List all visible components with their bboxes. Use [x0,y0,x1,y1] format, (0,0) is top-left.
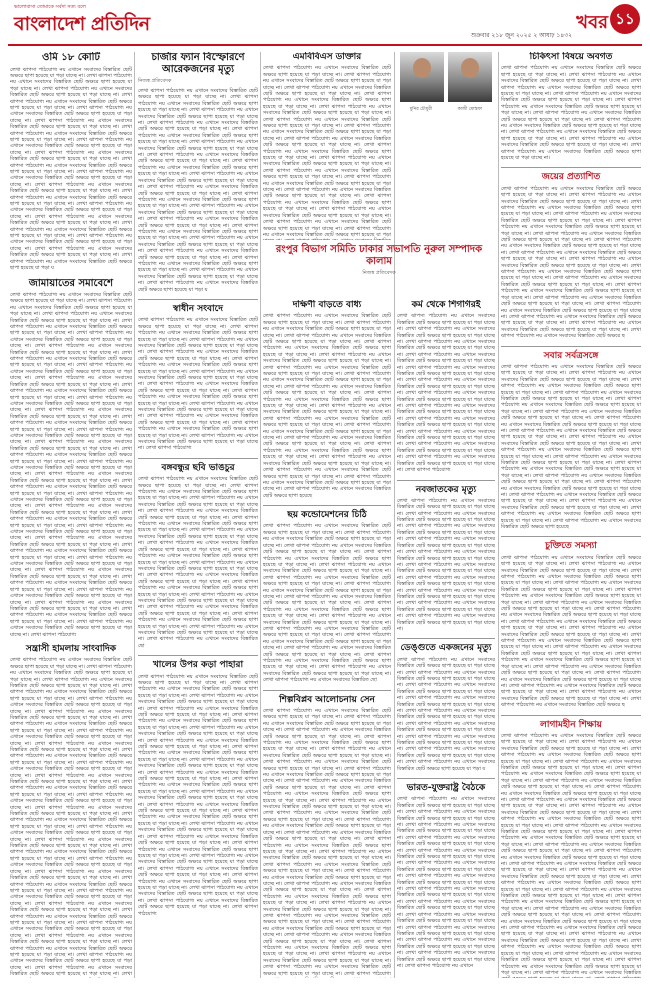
logo-text: বাংলাদেশ প্রতিদিন [14,13,150,35]
news-story[interactable] [263,510,391,684]
story-body: লেখা ঝাপসা পাঠযোগ্য নয় এখানে সংবাদের বিস্তারিত ছোট অক্ষরে ছাপা হয়েছে যা পড়া যাচ্ছে না। লেখা ঝাপসা পাঠযোগ্য নয় এখানে সংবাদের বিস্তারিত ছোট অক্ষরে ছাপা হয়েছে যা পড়া যাচ্ছে না। লেখা ঝাপসা পাঠযোগ্য নয় এখানে সংবাদের বিস্তারিত ছোট অক্ষরে ছাপা হয়েছে যা পড়া যাচ্ছে না। লেখা ঝাপসা পাঠযোগ্য নয় এখানে সংবাদের বিস্তারিত ছোট অক্ষরে ছাপা হয়েছে যা পড়া যাচ্ছে না। লেখা ঝাপসা পাঠযোগ্য নয় এখানে সংবাদের বিস্তারিত ছোট অক্ষরে ছাপা হয়েছে যা পড়া যাচ্ছে না। লেখা ঝাপসা পাঠযোগ্য নয় এখানে সংবাদের বিস্তারিত ছোট অক্ষরে ছাপা হয়েছে যা পড়া যাচ্ছে না। লেখা ঝাপসা পাঠযোগ্য নয় এখানে সংবাদের বিস্তারিত ছোট অক্ষরে ছাপা হয়েছে যা পড়া যাচ্ছে না। লেখা ঝাপসা পাঠযোগ্য নয় এখানে সংবাদের বিস্তারিত ছোট অক্ষরে ছাপা হয়েছে যা পড়া যাচ্ছে না। লেখা ঝাপসা পাঠযোগ্য নয় এখানে সংবাদের বিস্তারিত ছোট অক্ষরে ছাপা হয়েছে যা পড়া যাচ্ছে না। লেখা ঝাপসা পাঠযোগ্য নয় এখানে সংবাদের বিস্তারিত ছোট অক্ষরে ছাপা হয়েছে যা পড়া যাচ্ছে না। লেখা ঝাপসা পাঠযোগ্য নয় এখানে সংবাদের বিস্তারিত ছোট অক্ষরে ছাপা হয়েছে যা পড়া যাচ্ছে না। লেখা ঝাপসা পাঠযোগ্য নয় এখানে সংবাদের বিস্তারিত ছোট অক্ষরে ছাপা হয়েছে যা পড়া যাচ্ছে না। লেখা ঝাপসা পাঠযোগ্য নয় এখানে সংবাদের বিস্তারিত ছোট অক্ষরে ছাপা হয়েছে যা পড়া যাচ্ছে না। লেখা ঝাপসা পাঠযোগ্য নয় এখানে সংবাদের বিস্তারিত ছোট অক্ষরে ছাপা হয়েছে যা পড়া যাচ্ছে না। লেখা ঝাপসা পাঠযোগ্য নয় এখানে সংবাদের বিস্তারিত ছোট অক্ষরে ছাপা হয়েছে যা পড়া যাচ্ছে না। লেখা ঝাপসা পাঠযোগ্য নয় এখানে সংবাদের বিস্তারিত ছো [263,523,391,684]
story-headline[interactable]: খালের উপর কড়া পাহারা [152,660,244,671]
story-headline[interactable]: চিকিৎসা বিষয়ে অবগত [529,52,613,62]
story-headline[interactable]: সবার সর্বত্রসঙ্গে [543,350,599,361]
story-body: লেখা ঝাপসা পাঠযোগ্য নয় এখানে সংবাদের বিস্তারিত ছোট অক্ষরে ছাপা হয়েছে যা পড়া যাচ্ছে না। লেখা ঝাপসা পাঠযোগ্য নয় এখানে সংবাদের বিস্তারিত ছোট অক্ষরে ছাপা হয়েছে যা পড়া যাচ্ছে না। লেখা ঝাপসা পাঠযোগ্য নয় এখানে সংবাদের বিস্তারিত ছোট অক্ষরে ছাপা হয়েছে যা পড়া যাচ্ছে না। লেখা ঝাপসা পাঠযোগ্য নয় এখানে সংবাদের বিস্তারিত ছোট অক্ষরে ছাপা হয়েছে যা পড়া যাচ্ছে না। লেখা ঝাপসা পাঠযোগ্য নয় এখানে সংবাদের বিস্তারিত ছোট অক্ষরে ছাপা হয়েছে যা পড়া যাচ্ছে না। লেখা ঝাপসা পাঠযোগ্য নয় এখানে সংবাদের বিস্তারিত ছোট অক্ষরে ছাপা হয়েছে যা পড়া যাচ্ছে না। লেখা ঝাপসা পাঠযোগ্য নয় এখানে সংবাদের বিস্তারিত ছোট অক্ষরে ছাপা হয়েছে যা পড়া যাচ্ছে না। লেখা ঝাপসা পাঠযোগ্য নয় এখানে সংবাদের বিস্তারিত ছোট অক্ষরে ছাপা হয়েছে যা পড়া যাচ্ছে না। লেখা ঝাপসা পাঠযোগ্য নয় এখানে সংবাদের বিস্তারিত ছোট অক্ষরে ছাপা হয়েছে যা পড়া যাচ্ছে না। লেখা ঝাপসা পাঠযোগ্য নয় এখানে সংবাদের বিস্তারিত ছোট অক্ষরে ছাপা হয়েছে যা পড়া যাচ্ছে না। লেখা ঝাপসা পাঠযোগ্য নয় এখানে সংবাদের বিস্তারিত ছোট অক্ষরে ছাপা হয়েছে যা পড়া যাচ্ছে না। লেখা ঝাপসা পাঠযোগ্য নয় এখানে সংবাদের বিস্তারিত ছোট অক্ষরে ছাপা হয়েছে যা পড়া যাচ্ছে না। লেখা ঝাপসা পাঠযোগ্য নয় এখানে সংবাদের বিস্তারিত ছোট অক্ষরে ছাপা হয়েছে যা পড়া যাচ্ছে না। লেখা ঝাপসা পাঠযোগ্য নয় এখানে সংবাদের বিস্তারিত ছোট অক্ষরে ছাপা হয়েছে যা পড়া যাচ্ছে না। লেখা ঝাপসা পাঠযোগ্য নয় এখানে সংবাদের বিস্তারিত ছোট অক্ষরে ছাপা হয়েছে যা পড়া যাচ্ছে না। লেখা ঝাপসা পাঠযোগ্য নয় এখানে সংবাদের বিস্তারিত ছোট অক্ষরে ছাপা হয়েছে যা পড়া যাচ্ছে না। লেখা ঝাপসা পাঠযোগ্য নয় এখানে সংবাদের বিস্তারিত ছোট অক্ষরে ছাপা হয়েছে যা পড়া যাচ্ছে না। লেখা ঝাপসা পাঠযোগ্য নয় এখানে সংবাদের বিস্তারিত ছোট অক্ষরে ছাপা হয়েছে যা পড়া যাচ্ছে না। লেখা ঝাপসা পাঠযোগ্য নয় এখানে সংবাদের বিস্তারিত ছোট অক্ষরে ছাপা হয়েছে যা পড়া য [138,88,258,293]
story-body: লেখা ঝাপসা পাঠযোগ্য নয় এখানে সংবাদের বিস্তারিত ছোট অক্ষরে ছাপা হয়েছে যা পড়া যাচ্ছে না। লেখা ঝাপসা পাঠযোগ্য নয় এখানে সংবাদের বিস্তারিত ছোট অক্ষরে ছাপা হয়েছে যা পড়া যাচ্ছে না। লেখা ঝাপসা পাঠযোগ্য নয় এখানে সংবাদের বিস্তারিত ছোট অক্ষরে ছাপা হয়েছে যা পড়া যাচ্ছে না। লেখা ঝাপসা পাঠযোগ্য নয় এখানে সংবাদের বিস্তারিত ছোট অক্ষরে ছাপা হয়েছে যা পড়া যাচ্ছে না। লেখা ঝাপসা পাঠযোগ্য নয় এখানে সংবাদের বিস্তারিত ছোট অক্ষরে ছাপা হয়েছে যা পড়া যাচ্ছে না। লেখা ঝাপসা পাঠযোগ্য নয় এখানে সংবাদের বিস্তারিত ছোট অক্ষরে ছাপা হয়েছে যা পড়া যাচ্ছে না। লেখা ঝাপসা পাঠযোগ্য নয় এখানে সংবাদের বিস্তারিত ছোট অক্ষরে ছাপা হয়েছে যা পড়া যাচ্ছে না। লেখা ঝাপসা পাঠযোগ্য নয় এখানে সংবাদের বিস্তারিত ছোট অক্ষরে ছাপা হয়েছে যা পড়া যাচ্ছে না। লেখা ঝাপসা পাঠযোগ্য নয় এখানে সংবাদের বিস্তারিত ছোট অক্ষরে ছাপা হয়েছে যা পড়া যাচ্ছে না। লেখা ঝাপসা পাঠযোগ্য নয় এখানে সংবাদের বিস্তারিত ছোট অক্ষরে ছাপা হয়েছে যা পড়া যাচ্ছে না। লেখা ঝাপসা পাঠযোগ্য নয় এখানে সংবাদের বিস্তারিত ছোট অক্ষরে ছাপা হয়েছে যা পড়া যাচ্ছে না। লেখা ঝাপসা পাঠযোগ্য নয় এখানে সংবাদের বিস্তারিত ছোট অক্ষরে ছাপা হয়েছে যা পড়া যাচ্ছে না। লেখা ঝাপসা পাঠযোগ্য নয় এখানে সংবাদের বিস্তারিত ছোট অক্ষরে ছাপা হয়েছে যা পড়া যাচ্ছে না। লেখা ঝাপসা পাঠযোগ্য নয় এখানে সংবাদের বিস্তারিত ছোট অক্ষরে ছাপা হয়েছে যা পড়া যাচ্ছে না। লেখা ঝাপসা পাঠযোগ্য নয় এখানে সংবাদের বিস্তারিত ছোট অক্ষরে ছাপা হয়েছে যা পড়া যাচ্ছে না। লেখা ঝাপসা পাঠযোগ্য নয় এখানে সংবাদের বিস্তারিত ছোট অক্ষরে ছাপা হয়েছে যা পড়া যাচ্ছে না। লেখা ঝাপসা পাঠযোগ্য নয় এখানে সংবাদের বিস্তারিত ছোট অক্ষরে ছ [501,185,641,340]
story-divider [138,458,258,459]
story-body: লেখা ঝাপসা পাঠযোগ্য নয় এখানে সংবাদের বিস্তারিত ছোট অক্ষরে ছাপা হয়েছে যা পড়া যাচ্ছে না। লেখা ঝাপসা পাঠযোগ্য নয় এখানে সংবাদের বিস্তারিত ছোট অক্ষরে ছাপা হয়েছে যা পড়া যাচ্ছে না। লেখা ঝাপসা পাঠযোগ্য নয় এখানে সংবাদের বিস্তারিত ছোট অক্ষরে ছাপা হয়েছে যা পড়া যাচ্ছে না। লেখা ঝাপসা পাঠযোগ্য নয় এখানে সংবাদের বিস্তারিত ছোট অক্ষরে ছাপা হয়েছে যা পড়া যাচ্ছে না। লেখা ঝাপসা পাঠযোগ্য নয় এখানে সংবাদের বিস্তারিত ছোট অক্ষরে ছাপা হয়েছে যা পড়া যাচ্ছে না। লেখা ঝাপসা পাঠযোগ্য নয় এখানে সংবাদের বিস্তারিত ছোট অক্ষরে ছাপা হয়েছে যা পড়া যাচ্ছে না। লেখা ঝাপসা পাঠযোগ্য নয় এখানে সংবাদের বিস্তারিত ছোট অক্ষরে ছাপা হয়েছে যা পড়া যাচ্ছে না। লেখা ঝাপসা পাঠযোগ্য নয় এখানে সংবাদের বিস্তারিত ছোট অক্ষরে ছাপা হয়েছে যা পড়া যাচ্ছে না। লেখা ঝাপসা পাঠযোগ্য নয় এখানে সংবাদের বিস্তারিত ছোট অক্ষরে ছাপা হয়েছে যা পড়া যাচ্ছে না। লেখা ঝাপসা পাঠযোগ্য নয় এখানে সংবাদের বিস্তারিত ছোট অক্ষরে ছাপা হয়েছে যা পড়া যাচ্ছে না। লেখা ঝাপসা পাঠযোগ্য নয় এখানে সংবাদের বিস্তারিত ছোট অক্ষরে ছাপা হয়েছে যা পড়া যাচ্ছে না। লেখা ঝাপসা পাঠযোগ্য নয় এখানে সংবাদের বিস্তারিত ছোট অক্ষরে ছাপা হয়েছে যা পড়া যাচ্ছে না। লেখা ঝাপসা পাঠযোগ্য [397,313,495,474]
masthead [8,0,642,46]
logo-tagline: ভালোবাসা তোমাকে সর্বদা সত্য বলে [14,4,86,10]
story-body: লেখা ঝাপসা পাঠযোগ্য নয় এখানে সংবাদের বিস্তারিত ছোট অক্ষরে ছাপা হয়েছে যা পড়া যাচ্ছে না। লেখা ঝাপসা পাঠযোগ্য নয় এখানে সংবাদের বিস্তারিত ছোট অক্ষরে ছাপা হয়েছে যা পড়া যাচ্ছে না। লেখা ঝাপসা পাঠযোগ্য নয় এখানে সংবাদের বিস্তারিত ছোট অক্ষরে ছাপা হয়েছে যা পড়া যাচ্ছে না। লেখা ঝাপসা পাঠযোগ্য নয় এখানে সংবাদের বিস্তারিত ছোট অক্ষরে ছাপা হয়েছে যা পড়া যাচ্ছে না। লেখা ঝাপসা পাঠযোগ্য নয় এখানে সংবাদের বিস্তারিত ছোট অক্ষরে ছাপা হয়েছে যা পড়া যাচ্ছে না। লেখা ঝাপসা পাঠযোগ্য নয় এখানে সংবাদের বিস্তারিত ছোট অক্ষরে ছাপা হয়েছে যা পড়া যাচ্ছে না। লেখা ঝাপসা পাঠযোগ্য নয় এখানে সংবাদের বিস্তারিত ছোট অক্ষরে ছাপা হয়েছে যা পড়া যাচ্ছে না। লেখা ঝাপসা পাঠযোগ্য নয় এখানে সংবাদের বিস্তারিত ছোট অক্ষরে ছাপা হয়েছে যা পড়া যাচ্ছে না। লেখা ঝাপসা পাঠযোগ্য নয় এখানে সংবাদের বিস্তারিত ছোট অক্ষরে ছাপা হয়েছে যা পড়া যাচ্ছে না। লেখা ঝাপসা পাঠযোগ্য নয় এখানে সংবাদের বিস্তারিত ছোট অক্ষরে ছাপা হয়েছে যা পড়া যাচ্ছে না। [501,65,641,162]
news-story[interactable] [138,660,258,917]
page-number-badge: ১১ [610,4,640,34]
story-divider [501,536,641,537]
news-story[interactable] [138,304,258,452]
story-body: লেখা ঝাপসা পাঠযোগ্য নয় এখানে সংবাদের বিস্তারিত ছোট অক্ষরে ছাপা হয়েছে যা পড়া যাচ্ছে না। লেখা ঝাপসা পাঠযোগ্য নয় এখানে সংবাদের বিস্তারিত ছোট অক্ষরে ছাপা হয়েছে যা পড়া যাচ্ছে না। লেখা ঝাপসা পাঠযোগ্য নয় এখানে সংবাদের বিস্তারিত ছোট অক্ষরে ছাপা হয়েছে যা পড়া যাচ্ছে না। লেখা ঝাপসা পাঠযোগ্য নয় এখানে সংবাদের বিস্তারিত ছোট অক্ষরে ছাপা হয়েছে যা পড়া যাচ্ছে না। লেখা ঝাপসা পাঠযোগ্য নয় এখানে সংবাদের বিস্তারিত ছোট অক্ষরে ছাপা হয়েছে যা পড়া যাচ্ছে না। লেখা ঝাপসা পাঠযোগ্য নয় এখানে সংবাদের বিস্তারিত ছোট অক্ষরে ছাপা হয়েছে যা পড়া যাচ্ছে না। লেখা ঝাপসা পাঠযোগ্য নয় এখানে সংবাদের বিস্তারিত ছোট অক্ষরে ছাপা হয়েছে যা পড়া যাচ্ছে না। লেখা ঝাপসা পাঠযোগ্য নয় এখানে সংবাদের বিস্তারিত ছোট অক্ষরে ছাপা হয়েছে যা পড়া যাচ্ছে না। লেখা ঝাপসা পাঠযোগ্য নয় এখানে সংবাদের বিস্তারিত ছোট অক্ষরে ছাপা হয়েছে যা পড়া যাচ্ছে না। লেখা ঝাপসা পাঠযোগ্য নয় এখানে সংবাদের বিস্তারিত ছোট অক্ষরে ছাপা হয়েছে যা পড়া যাচ্ছে না। লেখা ঝাপসা পাঠযোগ্য নয় এখানে সংবাদের বিস্তারিত ছোট অক্ষরে ছাপা হয়েছে যা পড়া যাচ্ছে না। লেখা ঝাপসা পাঠযোগ্য নয় এখানে সংবাদের বিস্তারিত ছোট অক্ষরে ছাপা হয়েছে যা পড়া যাচ্ছে না। লেখা ঝাপসা পাঠযোগ্য নয় এখানে সংবাদের বিস্তারিত ছোট অক্ষরে ছাপা হয়েছে যা পড়া যাচ্ছে না। লেখা ঝাপসা পাঠযোগ্য নয় এখানে সংবাদের বিস্তারিত ছোট অক্ষরে ছাপা হয়েছে যা পড়া যাচ্ছে না। লেখা ঝাপসা পাঠযোগ্য নয় এখানে সংবাদের বিস্তারিত ছোট অক্ষরে ছাপা হয়েছে যা পড়া যাচ্ছে না। লেখা ঝাপসা পাঠযোগ্য নয় এখানে সংবাদের বিস্তারিত ছোট অক্ষরে ছাপা হয়েছে যা পড়া যাচ্ছে না। লেখা ঝাপসা পাঠযোগ্য নয় এখানে সংবাদের বিস্তারিত ছোট অক্ষরে ছাপা হয়েছে যা পড়া যাচ্ছে না। লেখা ঝাপসা পাঠযোগ্য নয় এখানে সংবাদের বিস্তারিত ছোট অক্ষরে ছাপা হয়েছে যা পড়া যাচ্ছে না। লেখা ঝাপসা পাঠযোগ্য নয় এখানে সংবাদের বিস্তারিত ছোট অক্ষরে ছাপা হয়েছে যা পড়া যাচ্ছে না। লেখা ঝাপসা পাঠযোগ্য নয় এখানে সংবাদের বিস্তারিত ছোট অক্ষরে ছাপা হয়েছে যা পড়া যাচ্ছে না। লেখা ঝাপসা পাঠযোগ্য নয় এখানে সংবাদের বিস্তারিত ছোট অক্ষরে ছাপা হয়েছে যা পড়া যাচ্ছে না। লেখা ঝাপসা পাঠযোগ্য নয় এখানে সংবাদের বিস্তারিত ছোট অক্ষরে ছাপা হয়েছে যা পড়া যাচ্ছে না। লেখা ঝাপসা পাঠযোগ্য নয় এখানে সংবাদের বিস্তারিত ছোট অক্ষরে ছাপা হয়েছে যা পড়া যাচ্ছে না। লেখা ঝাপসা পাঠযোগ্য নয় এখানে সংবাদের বিস্তারিত ছোট অক্ষরে ছাপা হয়েছে যা পড়া যাচ্ছে না। লেখা ঝাপসা পাঠযোগ্য নয় এখানে সংবাদের বিস্তারিত ছোট অক্ষরে ছাপা হয়েছে যা পড়া যাচ্ছে না। লেখা ঝাপসা পাঠযোগ্য নয় এখানে সংবাদের বিস্তারিত ছোট অক্ষরে ছাপা হয়েছে যা পড়া যাচ্ছে না। লেখা ঝাপসা পাঠযোগ্য [263,707,391,977]
column-4-top [397,52,495,240]
column-4 [397,300,495,978]
story-divider [138,299,258,300]
story-body: লেখা ঝাপসা পাঠযোগ্য নয় এখানে সংবাদের বিস্তারিত ছোট অক্ষরে ছাপা হয়েছে যা পড়া যাচ্ছে না। লেখা ঝাপসা পাঠযোগ্য নয় এখানে সংবাদের বিস্তারিত ছোট অক্ষরে ছাপা হয়েছে যা পড়া যাচ্ছে না। লেখা ঝাপসা পাঠযোগ্য নয় এখানে সংবাদের বিস্তারিত ছোট অক্ষরে ছাপা হয়েছে যা পড়া যাচ্ছে না। লেখা ঝাপসা পাঠযোগ্য নয় এখানে সংবাদের বিস্তারিত ছোট অক্ষরে ছাপা হয়েছে যা পড়া যাচ্ছে না। লেখা ঝাপসা পাঠযোগ্য নয় এখানে সংবাদের বিস্তারিত ছোট অক্ষরে ছাপা হয়েছে যা পড়া যাচ্ছে না। লেখা ঝাপসা পাঠযোগ্য নয় এখানে সংবাদের বিস্তারিত ছোট অক্ষরে ছাপা হয়েছে যা পড়া যাচ্ছে না। লেখা ঝাপসা পাঠযোগ্য নয় এখানে সংবাদের বিস্তারিত ছোট অক্ষরে ছাপা হয়েছে যা পড়া যাচ্ছে না। লেখা ঝাপসা পাঠযোগ্য নয় এখানে সংবাদের বিস্তারিত ছোট অক্ষরে ছাপা হয়েছে যা পড়া যাচ্ছে না। লেখা ঝাপসা পাঠযোগ্য নয় এখানে সংবাদের বিস্তারিত ছোট অক্ষরে ছাপা হয়েছে যা পড়া যাচ্ছে না। লেখা ঝাপসা পাঠযোগ্য নয় এখানে সংবাদের বিস্তারিত ছোট অক্ষরে ছাপা হয়েছে যা পড়া যাচ্ছে না। লেখা ঝাপসা পাঠযোগ্য নয় এখানে সংবাদের বিস্তারিত ছোট অক্ষরে ছাপা হয়েছে যা পড়া যাচ্ছে না। লেখা ঝাপসা পাঠযোগ্য নয় এখানে সংবাদের বিস্তারিত ছোট অক্ষরে ছাপা হয়েছে যা পড়া যাচ্ছে না। লেখা ঝাপসা পাঠযোগ্য নয় এখানে সংবাদের বিস্তারিত ছোট অক্ষরে ছাপা হয়েছে যা পড়া যাচ্ছে না। লেখা ঝাপসা পাঠযোগ্য নয় এখানে সংবাদের বিস্তারিত ছোট অক্ষরে ছাপা হয়েছে যা পড়া যাচ্ছে না। লেখা ঝাপসা পাঠযোগ্য নয় এখানে সংবাদের বিস্তারিত ছোট অক্ষরে ছাপা হয়েছে যা পড়া যাচ্ছে না। লেখা ঝাপসা পাঠযোগ্য নয় এখানে সংবাদের বিস্তারিত ছোট অক্ষরে ছাপা হয়েছে যা পড়া যাচ্ছে না। লেখা ঝাপসা পাঠযোগ্য নয় এখানে সংবাদের বিস্তারিত ছোট অক্ষরে ছ [501,554,641,709]
news-story[interactable] [501,172,641,339]
column-3-top [263,52,391,240]
person-photo[interactable] [400,52,444,102]
story-body: লেখা ঝাপসা পাঠযোগ্য নয় এখানে সংবাদের বিস্তারিত ছোট অক্ষরে ছাপা হয়েছে যা পড়া যাচ্ছে না। লেখা ঝাপসা পাঠযোগ্য নয় এখানে সংবাদের বিস্তারিত ছোট অক্ষরে ছাপা হয়েছে যা পড়া যাচ্ছে না। লেখা ঝাপসা পাঠযোগ্য নয় এখানে সংবাদের বিস্তারিত ছোট অক্ষরে ছাপা হয়েছে যা পড়া যাচ্ছে না। লেখা ঝাপসা পাঠযোগ্য নয় এখানে সংবাদের বিস্তারিত ছোট অক্ষরে ছাপা হয়েছে যা পড়া যাচ্ছে না। লেখা ঝাপসা পাঠযোগ্য নয় এখানে সংবাদের বিস্তারিত ছোট অক্ষরে ছাপা হয়েছে যা পড়া যাচ্ছে না। লেখা ঝাপসা পাঠযোগ্য নয় এখানে সংবাদের বিস্তারিত ছোট অক্ষরে ছাপা হয়েছে যা পড়া যাচ্ছে না। লেখা ঝাপসা পাঠযোগ্য নয় এখানে সংবাদের বিস্তারিত ছোট অক্ষরে ছাপা হয়েছে যা পড়া যাচ্ছে না। লেখা ঝাপসা পাঠযোগ্য নয় এখানে সংবাদের বিস্তারিত ছোট অক্ষরে ছাপা হয়েছে যা পড়া যাচ্ছে না। লেখা ঝাপসা পাঠযোগ্য নয় এখানে সংবাদের বিস্তারিত ছোট অক্ষরে ছাপা হয়েছে যা পড়া যাচ্ছে না। লেখা ঝাপসা পাঠযোগ্য নয় এখানে সংবাদের বিস্তারিত ছোট অক্ষরে ছাপা হয়েছে যা পড়া যাচ্ছে না। লেখা ঝাপসা পাঠযোগ্য নয় এখানে সংবাদের বিস্তারিত ছোট অক্ষরে ছাপা হয়েছে যা পড়া যাচ্ছে না। লেখা ঝাপসা পাঠযোগ্য নয় এখানে সংবাদের বিস্তারিত ছোট অক্ষরে ছাপা হয়েছে যা পড়া যাচ্ছে না। লেখা ঝাপসা পাঠযোগ্য নয় এখানে সংবাদের বিস্তারিত ছোট অক্ষরে ছাপা হয়েছে যা পড়া যাচ্ছে না। লেখা ঝাপসা পাঠযোগ্য নয় এখানে সংবাদের বিস্তারিত ছোট অক্ষরে ছাপা হয়েছে যা পড়া যাচ্ছে না। লেখা ঝাপসা পাঠযোগ্য নয় এখানে সংবাদের বিস্তারিত ছোট অক্ষরে ছাপা হয়েছে যা পড়া যাচ্ছে না। লেখা ঝাপসা পাঠযোগ্য নয় এখানে সংবাদের বিস্তারিত ছোট অক্ষরে ছাপা হয়েছে যা পড়া যাচ্ছে না। লেখা ঝাপসা পাঠযোগ্য নয় এখানে সংবাদের বিস্তারিত ছোট অক্ষরে ছাপা হয়েছে যা পড়া যাচ্ছে না। লেখা ঝাপসা পাঠযোগ্য নয় এখানে সংবাদের বিস্তারিত ছোট অক্ষরে ছাপা হয়েছে যা পড়া যাচ্ছে না। লেখা ঝাপসা পাঠযোগ্য নয় এখানে সংবাদের বিস্তারিত ছোট অক্ষরে ছাপা হয়েছে যা পড়া যাচ্ছে না। লেখা ঝাপসা পাঠযোগ্য নয় এখানে সংবাদের বিস্তারিত ছোট অক্ষরে ছাপা হয়েছে যা পড়া যাচ্ছে না। লেখা ঝাপসা পাঠযোগ্য নয় এখানে সংবাদের বিস্তারিত ছোট অক্ষরে ছাপা হয়েছে যা পড়া যাচ্ছে না। লেখা ঝাপসা পাঠযোগ্য নয় এখানে সংবাদের বিস্তারিত ছোট অক্ষরে ছাপা হয়েছে যা পড়া যাচ্ছে না। লেখা ঝাপসা পাঠযোগ্য [138,673,258,917]
photo-pair [397,52,495,102]
story-body: লেখা ঝাপসা পাঠযোগ্য নয় এখানে সংবাদের বিস্তারিত ছোট অক্ষরে ছাপা হয়েছে যা পড়া যাচ্ছে না। লেখা ঝাপসা পাঠযোগ্য নয় এখানে সংবাদের বিস্তারিত ছোট অক্ষরে ছাপা হয়েছে যা পড়া যাচ্ছে না। লেখা ঝাপসা পাঠযোগ্য নয় এখানে সংবাদের বিস্তারিত ছোট অক্ষরে ছাপা হয়েছে যা পড়া যাচ্ছে না। লেখা ঝাপসা পাঠযোগ্য নয় এখানে সংবাদের বিস্তারিত ছোট অক্ষরে ছাপা হয়েছে যা পড়া যাচ্ছে না। লেখা ঝাপসা পাঠযোগ্য নয় এখানে সংবাদের বিস্তারিত ছোট অক্ষরে ছাপা হয়েছে যা পড়া যাচ্ছে না। লেখা ঝাপসা পাঠযোগ্য নয় এখানে সংবাদের বিস্তারিত ছোট অক্ষরে ছাপা হয়েছে যা পড়া যাচ্ছে না। লেখা ঝাপসা পাঠযোগ্য নয় এখানে সংবাদের বিস্তারিত ছোট অক্ষরে ছাপা হয়েছে যা পড়া যাচ্ছে না। লেখা ঝাপসা পাঠযোগ্য নয় এখানে সংবাদের বিস্তারিত ছোট অক্ষরে ছাপা হয়েছে যা পড়া যাচ্ছে না। লেখা ঝাপসা পাঠযোগ্য নয় এখানে সংবাদের বিস্তারিত ছোট অক্ষরে ছাপা হয়েছে যা পড়া যাচ্ছে না। লেখা ঝাপসা পাঠযোগ্য নয় এখানে সংবাদের বিস্তারিত ছোট অক্ষরে ছাপা হয়েছে যা পড়া যাচ্ছে না। লেখা ঝাপসা পাঠযোগ্য নয় এখানে সংবাদের বিস্তারিত ছোট অক্ষরে ছাপা হয়েছে যা পড়া যাচ্ছে না। লেখা ঝাপসা পাঠযোগ্য নয় এখানে সংবাদের বিস্তারিত ছোট অক্ষরে ছাপা হয়েছে যা পড়া যাচ্ছে না। লেখা ঝাপসা পাঠযোগ্য নয় এখানে সংবাদের বিস্তারিত ছোট অক্ষরে ছাপা হয়েছে যা পড়া যাচ্ছে না। লেখা ঝাপসা পাঠযোগ্য নয় এখানে সংবাদের বিস্তারিত ছোট অক্ষরে ছাপা হয়েছে যা পড়া যাচ্ছে না। লেখা ঝাপসা পাঠযোগ্য নয় এখানে সংবাদের বিস্তারিত ছোট অক্ষরে ছাপা হয়েছে যা পড়া যাচ্ছে না। লেখা ঝাপসা পাঠযোগ্য নয় এখানে সংবাদের বিস্তারিত ছোট অক্ষরে ছাপা হয়েছে যা পড়া যাচ্ছে না। লেখা ঝাপসা পাঠযোগ্য নয় এখানে সংবাদের বিস্তারিত ছোট অক্ষরে ছাপা হয়েছে যা পড়া [263,65,391,238]
story-headline[interactable]: কর্ম থেকে শিগগিরই [411,300,481,310]
newspaper-logo[interactable] [14,4,184,42]
news-story[interactable] [397,300,495,474]
photo-caption: কাজী মোস্তফা [457,107,483,112]
story-byline: নিজস্ব প্রতিবেদক [362,270,396,276]
story-body: লেখা ঝাপসা পাঠযোগ্য নয় এখানে সংবাদের বিস্তারিত ছোট অক্ষরে ছাপা হয়েছে যা পড়া যাচ্ছে না। লেখা ঝাপসা পাঠযোগ্য নয় এখানে সংবাদের বিস্তারিত ছোট অক্ষরে ছাপা হয়েছে যা পড়া যাচ্ছে না। লেখা ঝাপসা পাঠযোগ্য নয় এখানে সংবাদের বিস্তারিত ছোট অক্ষরে ছাপা হয়েছে যা পড়া যাচ্ছে না। লেখা ঝাপসা পাঠযোগ্য নয় এখানে সংবাদের বিস্তারিত ছোট অক্ষরে ছাপা হয়েছে যা পড়া যাচ্ছে না। লেখা ঝাপসা পাঠযোগ্য নয় এখানে সংবাদের বিস্তারিত ছোট অক্ষরে ছাপা হয়েছে যা পড়া যাচ্ছে না। লেখা ঝাপসা পাঠযোগ্য নয় এখানে সংবাদের বিস্তারিত ছোট অক্ষরে ছাপা হয়েছে যা পড়া যাচ্ছে না। লেখা ঝাপসা পাঠযোগ্য নয় এখানে সংবাদের বিস্তারিত ছোট অক্ষরে ছাপা হয়েছে যা পড়া যাচ্ছে না। লেখা ঝাপসা পাঠযোগ্য নয় এখানে সংবাদের বিস্তারিত ছোট অক্ষরে ছাপা হয়েছে যা পড়া যাচ্ছে না। লেখা ঝাপসা পাঠযোগ্য নয় এখানে সংবাদের বিস্তারিত ছোট অক্ষরে ছাপা হয়েছে যা পড়া যাচ্ছে না। লেখা ঝাপসা পাঠযোগ্য নয় এখানে সংবাদের বিস্তারিত ছোট অক্ষরে ছাপা হয়েছে যা পড়া যাচ্ছে না। লেখা ঝাপসা পাঠযোগ্য নয় এখানে সংবাদের বিস্তারিত ছোট অক্ষরে ছাপা হয়েছে যা পড়া যাচ্ছে না। লেখা ঝাপসা পাঠযোগ্য নয় এখানে সংবাদের বিস্তারিত ছোট অক্ষরে ছাপা হয়েছে যা পড়া যাচ্ছে না। লেখা ঝাপসা পাঠযোগ্য নয় এখানে সংবাদের বিস্তারিত ছোট অক্ষরে ছাপা হয়েছে যা পড়া যাচ্ছে না। লেখা ঝাপসা পাঠযোগ্য নয় এখানে সংবাদের বিস্তারিত ছোট অক্ষরে ছাপা হয়েছে যা পড়া যাচ্ছে না। লেখা ঝাপসা পাঠযোগ্য নয় এখানে সংবাদের বিস্তারিত ছোট অক্ষরে ছাপা হয়েছে যা পড়া যাচ্ছে না। লেখা ঝাপসা পাঠযোগ্য নয় এখানে সংবাদের বিস্তারিত ছো [138,476,258,649]
story-body: লেখা ঝাপসা পাঠযোগ্য নয় এখানে সংবাদের বিস্তারিত ছোট অক্ষরে ছাপা হয়েছে যা পড়া যাচ্ছে না। লেখা ঝাপসা পাঠযোগ্য নয় এখানে সংবাদের বিস্তারিত ছোট অক্ষরে ছাপা হয়েছে যা পড়া যাচ্ছে না। লেখা ঝাপসা পাঠযোগ্য নয় এখানে সংবাদের বিস্তারিত ছোট অক্ষরে ছাপা হয়েছে যা পড়া যাচ্ছে না। লেখা ঝাপসা পাঠযোগ্য নয় এখানে সংবাদের বিস্তারিত ছোট অক্ষরে ছাপা হয়েছে যা পড়া যাচ্ছে না। লেখা ঝাপসা পাঠযোগ্য নয় এখানে সংবাদের বিস্তারিত ছোট অক্ষরে ছাপা হয়েছে যা পড়া যাচ্ছে না। লেখা ঝাপসা পাঠযোগ্য নয় এখানে সংবাদের বিস্তারিত ছোট অক্ষরে ছাপা হয়েছে যা পড়া যাচ্ছে না। লেখা ঝাপসা পাঠযোগ্য নয় এখানে সংবাদের বিস্তারিত ছোট অক্ষরে ছাপা হয়েছে যা পড়া যাচ্ছে না। লেখা ঝাপসা পাঠযোগ্য নয় এখানে সংবাদের বিস্তারিত ছোট অক্ষরে ছাপা হয়েছে যা পড়া যাচ্ছে না। লেখা ঝাপসা পাঠযোগ্য নয় এখানে সংবাদের বিস্তারিত ছোট অক্ষরে ছাপা হয়েছে যা পড়া যাচ্ছে না। লেখা ঝাপসা পাঠযোগ্য নয় এখানে সংবাদের বিস্তারিত ছোট অক্ষরে ছাপা হয়েছে যা পড়া যাচ্ছে না। [397,497,495,632]
news-story[interactable] [397,783,495,969]
story-body: লেখা ঝাপসা পাঠযোগ্য নয় এখানে সংবাদের বিস্তারিত ছোট অক্ষরে ছাপা হয়েছে যা পড়া যাচ্ছে না। লেখা ঝাপসা পাঠযোগ্য নয় এখানে সংবাদের বিস্তারিত ছোট অক্ষরে ছাপা হয়েছে যা পড়া যাচ্ছে না। লেখা ঝাপসা পাঠযোগ্য নয় এখানে সংবাদের বিস্তারিত ছোট অক্ষরে ছাপা হয়েছে যা পড়া যাচ্ছে না। লেখা ঝাপসা পাঠযোগ্য নয় এখানে সংবাদের বিস্তারিত ছোট অক্ষরে ছাপা হয়েছে যা পড়া যাচ্ছে না। লেখা ঝাপসা পাঠযোগ্য নয় এখানে সংবাদের বিস্তারিত ছোট অক্ষরে ছাপা হয়েছে যা পড়া যাচ্ছে না। লেখা ঝাপসা পাঠযোগ্য নয় এখানে সংবাদের বিস্তারিত ছোট অক্ষরে ছাপা হয়েছে যা পড়া যাচ্ছে না। লেখা ঝাপসা পাঠযোগ্য নয় এখানে সংবাদের বিস্তারিত ছোট অক্ষরে ছাপা হয়েছে যা পড়া যাচ্ছে না। লেখা ঝাপসা পাঠযোগ্য নয় এখানে সংবাদের বিস্তারিত ছোট অক্ষরে ছাপা হয়েছে যা পড়া যাচ্ছে না। লেখা ঝাপসা পাঠযোগ্য নয় এখানে সংবাদের বিস্তারিত ছোট অক্ষরে ছাপা হয়েছে যা পড়া যাচ্ছে না। লেখা ঝাপসা পাঠযোগ্য নয় এখানে সংবাদের বিস্তারিত ছোট অক্ষরে ছাপা হয়েছে যা পড়া যাচ্ছে না। লেখা ঝাপসা পাঠযোগ্য নয় এখানে সংবাদের বিস্তারিত ছোট অক্ষরে ছাপা হয়েছে যা পড়া যাচ্ছে না। লেখা ঝাপসা পাঠযোগ্য নয় এখানে সংবাদের বিস্তারিত ছোট অক্ষরে ছাপা হয়েছে যা পড়া যাচ্ছে না। লেখা ঝাপসা পাঠযোগ্য নয় এখানে সংবাদের বিস্তারিত ছোট অক্ষরে ছাপা হয়েছে যা পড়া যাচ্ছে না। লেখা ঝাপসা পাঠযোগ্য নয় এখানে সংবাদের বিস্তারিত ছোট অক্ষরে ছাপা হয়েছে যা পড়া যাচ্ছে না। লেখা ঝাপসা পাঠযোগ্য নয় এখানে সংবাদের বিস্তারিত ছোট অক্ষরে ছাপা হয়েছে যা পড়া যাচ্ছে না। লেখা ঝাপসা পাঠযোগ্য নয় এখানে সংবাদের বিস্তারিত ছোট অক্ষরে ছাপা হয়েছে যা পড়া যাচ্ছে না। লেখা ঝাপসা পাঠযোগ্য নয় এখানে সংবাদের বিস্তারিত ছোট অক্ষরে ছাপা হয়েছে যা পড়া যাচ্ছে না। লেখা ঝাপসা পাঠযোগ্য নয় এখানে সংবাদের বিস্তারিত ছোট অক্ষরে ছাপা হয়েছে যা পড়া যাচ্ছে না। লেখা ঝাপসা পাঠযোগ্য নয় এখানে সংবাদের বিস্তারিত ছোট অক্ষরে ছাপা হয়েছে যা পড়া যাচ্ছে না। লেখা ঝাপসা পাঠযোগ্য নয় এখানে সংবাদের বিস্তারিত ছোট অক্ষরে ছাপা হয়েছে যা পড়া যাচ্ছে না। লেখা ঝাপসা পাঠযোগ্য নয় এখানে সংবাদের বিস্তারিত ছোট অক্ষরে ছাপা হয়েছে যা পড়া যাচ্ছে না। লেখা ঝাপসা পাঠযোগ্য নয় এখানে সংবাদের বিস্তারিত ছোট অক্ষরে ছাপা হয়েছে যা পড়া যাচ্ছে না। লেখা ঝাপসা পাঠযোগ্য নয় এখানে সংবাদের বিস্তারিত ছোট অক্ষরে ছাপা হয়েছে যা পড়া যাচ্ছে না। লেখা ঝাপসা পাঠযোগ্য নয় এখানে সংবাদের বিস্তারিত ছোট অক্ষরে ছাপা হয়েছে যা পড়া যাচ্ছে না। লেখা ঝাপসা পাঠযোগ্য নয় এখানে সংবাদের বিস্তারিত ছোট অক্ষরে ছাপা হয়েছে যা পড়া যাচ্ছে না। লেখা ঝাপসা পাঠযোগ্য নয় এখানে সংবাদের বিস্তারিত ছোট অক্ষরে ছাপা হয়েছে যা পড়া যাচ্ছে না। লেখা ঝাপসা পাঠযোগ্য নয় এখানে সংবাদের বিস্তারিত ছোট অক্ষরে ছাপা হয়েছে যা পড়া যাচ্ছে না। লেখা ঝাপসা পাঠযোগ্য নয় এখানে সংবাদের বিস্তারিত ছোট অক্ষরে ছাপা হয়েছে যা পড়া যাচ্ছে না। লেখা ঝাপসা পাঠযোগ্য নয় এখানে সংবাদের বিস্তারিত ছোট অক্ষরে ছাপা হয়েছে যা পড়া যাচ্ছে না। লেখা ঝাপসা পাঠযোগ্য নয় এখানে সংবাদের বিস্তারিত ছোট অক্ষরে ছাপা হয়েছে যা পড়া যাচ্ছে না। লেখা [10,657,132,978]
dateline: শুক্রবার ২১৮ জুন ২০২৫ ২ আষাঢ় ১৪৩২ [470,32,572,39]
news-story[interactable] [138,463,258,649]
news-story[interactable] [263,695,391,978]
news-story[interactable] [263,300,391,499]
story-divider [501,346,641,347]
column-divider [498,52,499,978]
story-headline[interactable]: নবজাতকের মৃত্যু [415,484,477,495]
column-divider [134,52,135,978]
story-divider [263,505,391,506]
story-body: লেখা ঝাপসা পাঠযোগ্য নয় এখানে সংবাদের বিস্তারিত ছোট অক্ষরে ছাপা হয়েছে যা পড়া যাচ্ছে না। লেখা ঝাপসা পাঠযোগ্য নয় এখানে সংবাদের বিস্তারিত ছোট অক্ষরে ছাপা হয়েছে যা পড়া যাচ্ছে না। লেখা ঝাপসা পাঠযোগ্য নয় এখানে সংবাদের বিস্তারিত ছোট অক্ষরে ছাপা হয়েছে যা পড়া যাচ্ছে না। লেখা ঝাপসা পাঠযোগ্য নয় এখানে সংবাদের বিস্তারিত ছোট অক্ষরে ছাপা হয়েছে যা পড়া যাচ্ছে না। লেখা ঝাপসা পাঠযোগ্য নয় এখানে সংবাদের বিস্তারিত ছোট অক্ষরে ছাপা হয়েছে যা পড়া যাচ্ছে না। লেখা ঝাপসা পাঠযোগ্য নয় এখানে সংবাদের বিস্তারিত ছোট অক্ষরে ছাপা হয়েছে যা পড়া যাচ্ছে না। লেখা ঝাপসা পাঠযোগ্য নয় এখানে সংবাদের বিস্তারিত ছোট অক্ষরে ছাপা হয়েছে যা পড়া যাচ্ছে না। লেখা ঝাপসা পাঠযোগ্য নয় এখানে সংবাদের বিস্তারিত ছোট অক্ষরে ছাপা হয়েছে যা পড়া যাচ্ছে না। লেখা ঝাপসা পাঠযোগ্য নয় এখানে সংবাদের বিস্তারিত ছোট অক্ষরে ছাপা হয়েছে যা পড়া যাচ্ছে না। লেখা ঝাপসা পাঠযোগ্য নয় এখানে সংবাদের বিস্তারিত ছোট অক্ষরে ছাপা হয়েছে যা পড়া যাচ্ছে না। লেখা ঝাপসা পাঠযোগ্য নয় এখানে সংবাদের বিস্তারিত ছোট অক্ষরে ছাপা হয়েছে যা পড়া যাচ্ছে না। লেখা ঝাপসা পাঠযোগ্য নয় এখানে সংবাদের বিস্তারিত ছোট অক্ষরে ছাপা হয়েছে যা পড়া যাচ্ছে না। লেখা ঝাপসা পাঠযোগ্য নয় এখানে সংবাদের বিস্তারিত ছোট অক্ষরে ছাপা হয়েছে যা পড়া যাচ্ছে না। লেখা ঝাপসা পাঠযোগ্য নয় এখানে সংবাদের বিস্তারিত ছোট অক্ষরে ছাপা হয়েছে যা পড়া যাচ্ছে না। লেখা ঝাপসা পাঠযোগ্য নয় এখানে সংবাদের বিস্তারিত ছোট অক্ষরে ছাপা হয়েছে যা পড়া যাচ্ছে না। লেখা ঝাপসা পাঠযোগ্য নয় এখানে সংবাদের বিস্তারিত ছোট অক্ষরে ছাপা হয়েছে যা পড়া যাচ্ছে না। লেখা ঝাপসা পাঠযোগ্য নয় এখানে সংবাদের বিস্তারিত ছোট অক্ষরে ছাপা হয়েছে যা পড়া যাচ্ছে না। লেখা ঝাপসা পাঠযোগ্য নয় এখানে সংবাদের বিস্তারিত ছোট অক্ষরে ছাপা হয়েছে যা পড়া যাচ্ছে না। লেখা ঝাপসা পাঠযোগ্য নয় এখানে সংবাদের বিস্তারিত ছোট অক্ষরে ছাপা হয়েছে যা পড়া যাচ্ছে না। লেখা ঝাপসা পাঠযোগ্য নয় এখানে সংবাদের বিস্তারিত ছোট অক্ষরে ছাপা হয়েছে যা পড়া যাচ্ছে না। লেখা ঝাপসা পাঠযোগ্য নয় এখানে সংবাদের বিস্তারিত ছোট অক্ষরে ছাপা হয়েছে যা পড়া যাচ্ছে না। লেখা ঝাপসা পাঠযোগ্য নয় এখানে সংবাদের বিস্তারিত ছোট অক্ষরে ছাপা হয়েছে যা পড়া যাচ্ছে না। লেখা ঝাপসা পাঠযোগ্য নয় এখানে সংবাদের বিস্তারিত ছোট অক্ষরে ছাপা হয়েছে যা পড়া যাচ্ছে না। লেখা ঝাপসা পাঠযোগ্য নয় এখানে সংবাদের বিস্তারিত ছোট অক্ষরে ছাপা হয়েছে যা পড়া যাচ্ছে না। লেখা ঝাপসা পাঠযোগ্য নয় এখানে সংবাদের বিস্তারিত ছোট অক্ষরে ছাপা হয়েছে যা পড়া যাচ্ছে না। লেখা ঝাপসা পাঠযোগ্য নয় এখানে সংবাদের বিস্তারিত ছোট অক্ষরে ছাপা হয়েছে যা পড়া যাচ্ছে না। লেখা ঝাপসা পাঠযোগ্য নয় এখানে সংবাদের বিস্তারিত [501,732,641,976]
story-body: লেখা ঝাপসা পাঠযোগ্য নয় এখানে সংবাদের বিস্তারিত ছোট অক্ষরে ছাপা হয়েছে যা পড়া যাচ্ছে না। লেখা ঝাপসা পাঠযোগ্য নয় এখানে সংবাদের বিস্তারিত ছোট অক্ষরে ছাপা হয়েছে যা পড়া যাচ্ছে না। লেখা ঝাপসা পাঠযোগ্য নয় এখানে সংবাদের বিস্তারিত ছোট অক্ষরে ছাপা হয়েছে যা পড়া যাচ্ছে না। লেখা ঝাপসা পাঠযোগ্য নয় এখানে সংবাদের বিস্তারিত ছোট অক্ষরে ছাপা হয়েছে যা পড়া যাচ্ছে না। লেখা ঝাপসা পাঠযোগ্য নয় এখানে সংবাদের বিস্তারিত ছোট অক্ষরে ছাপা হয়েছে যা পড়া যাচ্ছে না। লেখা ঝাপসা পাঠযোগ্য নয় এখানে সংবাদের বিস্তারিত ছোট অক্ষরে ছাপা হয়েছে যা পড়া যাচ্ছে না। লেখা ঝাপসা পাঠযোগ্য নয় এখানে সংবাদের বিস্তারিত ছোট অক্ষরে ছাপা হয়েছে যা পড়া যাচ্ছে না। লেখা ঝাপসা পাঠযোগ্য নয় এখানে সংবাদের বিস্তারিত ছোট অক্ষরে ছাপা হয়েছে যা পড়া যাচ্ছে না। লেখা ঝাপসা পাঠযোগ্য নয় এখানে সংবাদের বিস্তারিত ছোট অক্ষরে ছাপা হয়েছে যা পড়া যাচ্ছে না। লেখা ঝাপসা পাঠযোগ্য নয় এখানে সংবাদের বিস্তারিত ছোট অক্ষরে ছাপা হয়েছে যা পড়া যাচ্ছে না। লেখা ঝাপসা পাঠযোগ্য নয় এখানে সংবাদের বিস্তারিত ছোট অক্ষরে ছাপা হয়েছে যা পড়া যাচ্ছে না। লেখা ঝাপসা পাঠযোগ্য নয় এখানে সংবাদের বিস্তারিত ছোট অক্ষরে ছাপা হয়েছে যা পড়া যাচ্ছে না। লেখা ঝাপসা পাঠযোগ্য নয় এখানে সংবাদের বিস্তারিত ছোট অক্ষরে ছাপা হয়েছে যা পড়া যাচ্ছে না। লেখা ঝাপসা পাঠযোগ্য নয় এখানে সংবাদের বিস্তারিত ছোট অক্ষরে ছাপা হয়েছে যা পড়া যাচ্ছে না। লেখা ঝাপসা পাঠযোগ্য নয় এখানে সংবাদের বিস্তারিত ছোট অক্ষরে ছাপা হয়েছে যা পড়া যাচ্ছে না। লেখা ঝাপসা পাঠযোগ্য নয় এখানে সংবাদের বিস্তারিত ছোট অক্ষরে ছাপা হয়েছে যা পড়া যাচ্ছে না। লেখা ঝাপসা পাঠযোগ্য নয় এখানে সংবাদের বিস্তারিত ছোট অক্ষরে ছাপা হয়েছে যা পড়া যাচ্ছে না। লেখা ঝাপসা পাঠযোগ্য নয় এখানে সংবাদের বিস্তারিত ছোট অক্ষরে ছাপা হয়েছে [501,363,641,531]
story-headline[interactable]: লাগামহীন শিক্ষায় [540,719,602,730]
story-divider [501,167,641,168]
story-headline[interactable]: ওমি ১৮ কোটি [42,52,100,63]
column-5 [501,52,641,978]
story-headline[interactable]: দক্ষিণী বাড়তে বাধ্য [292,300,362,310]
story-headline[interactable]: রংপুর বিভাগ সমিতি ঢাকার সভাপতি নুরুল সম্পাদক কালাম [275,244,483,267]
story-divider [397,638,495,639]
news-story[interactable] [501,52,641,161]
news-story[interactable] [397,485,495,633]
story-headline[interactable]: চুক্তিতে সমস্যা [545,541,597,552]
column-divider [260,52,261,978]
story-body: লেখা ঝাপসা পাঠযোগ্য নয় এখানে সংবাদের বিস্তারিত ছোট অক্ষরে ছাপা হয়েছে যা পড়া যাচ্ছে না। লেখা ঝাপসা পাঠযোগ্য নয় এখানে সংবাদের বিস্তারিত ছোট অক্ষরে ছাপা হয়েছে যা পড়া যাচ্ছে না। লেখা ঝাপসা পাঠযোগ্য নয় এখানে সংবাদের বিস্তারিত ছোট অক্ষরে ছাপা হয়েছে যা পড়া যাচ্ছে না। লেখা ঝাপসা পাঠযোগ্য নয় এখানে সংবাদের বিস্তারিত ছোট অক্ষরে ছাপা হয়েছে যা পড়া যাচ্ছে না। লেখা ঝাপসা পাঠযোগ্য নয় এখানে সংবাদের বিস্তারিত ছোট অক্ষরে ছাপা হয়েছে যা পড়া যাচ্ছে না। লেখা ঝাপসা পাঠযোগ্য নয় এখানে সংবাদের বিস্তারিত ছোট অক্ষরে ছাপা হয়েছে যা পড়া যাচ্ছে না। লেখা ঝাপসা পাঠযোগ্য নয় এখানে সংবাদের বিস্তারিত ছোট অক্ষরে ছাপা হয়েছে যা পড়া যাচ্ছে না। লেখা ঝাপসা পাঠযোগ্য নয় এখানে সংবাদের বিস্তারিত ছোট অক্ষরে ছাপা হয়েছে যা পড়া যাচ্ছে না। লেখা ঝাপসা পাঠযোগ্য নয় এখানে সংবাদের বিস্তারিত ছোট অক্ষরে ছাপা হয়েছে যা পড়া যাচ্ছে না। লেখা ঝাপসা পাঠযোগ্য নয় এখানে সংবাদের বিস্তারিত ছোট অক্ষরে ছাপা হয়েছে যা পড়া যাচ্ছে না। লেখা ঝাপসা পাঠযোগ্য নয় এখানে সংবাদের বিস্তারিত ছোট অক্ষরে ছাপা হয়েছে যা পড়া যাচ্ছে না। লেখা ঝাপসা পাঠযোগ্য নয় এখানে সংবাদের বিস্তারিত ছোট অক্ষরে ছাপা হয়েছে যা পড়া যাচ্ছে না। লেখা ঝাপসা পাঠযোগ্য নয় এখানে সংবাদের বিস্তারিত ছোট অক্ষরে ছাপা হয়েছে যা পড়া যাচ্ছে না। লেখা ঝাপসা পাঠযোগ্য নয় এখানে সংবাদের বিস্তারিত ছোট অক্ষরে ছাপা হয়েছে যা পড়া যাচ্ছে না। লেখা ঝাপসা পাঠযোগ্য নয় এখানে সংবাদের বিস্তারিত ছোট অক্ষরে ছাপা হয়েছে যা পড়া যাচ্ছে না। লেখা ঝাপসা পাঠযোগ্য নয় এখানে সংবাদের বিস্তারিত ছোট অক্ষরে ছাপা হয়েছে যা পড়া যাচ্ছে না। লেখা ঝাপসা পাঠযোগ্য নয় এখানে সংবাদের বিস্তারিত ছোট অক্ষরে ছাপা হয়েছে যা পড়া যাচ্ছে না। লেখা ঝাপসা পাঠযোগ্য নয় এখানে সংবাদের বিস্তারিত ছোট অক্ষরে ছাপা হয়েছে [263,313,391,499]
story-divider [397,480,495,481]
section-label: খবর [576,12,608,33]
story-divider [263,690,391,691]
story-headline[interactable]: জামায়াতের সমাবেশে [28,277,114,289]
news-story[interactable] [138,52,258,293]
story-divider [501,715,641,716]
column-2 [138,52,258,978]
photo-caption: মুনির চৌধুরী [409,107,432,112]
news-story[interactable] [501,351,641,531]
photo-captions [397,106,495,113]
story-headline[interactable]: ভারত-যুক্তরাষ্ট্র বৈঠকে [406,783,486,794]
story-body: লেখা ঝাপসা পাঠযোগ্য নয় এখানে সংবাদের বিস্তারিত ছোট অক্ষরে ছাপা হয়েছে যা পড়া যাচ্ছে না। লেখা ঝাপসা পাঠযোগ্য নয় এখানে সংবাদের বিস্তারিত ছোট অক্ষরে ছাপা হয়েছে যা পড়া যাচ্ছে না। লেখা ঝাপসা পাঠযোগ্য নয় এখানে সংবাদের বিস্তারিত ছোট অক্ষরে ছাপা হয়েছে যা পড়া যাচ্ছে না। লেখা ঝাপসা পাঠযোগ্য নয় এখানে সংবাদের বিস্তারিত ছোট অক্ষরে ছাপা হয়েছে যা পড়া যাচ্ছে না। লেখা ঝাপসা পাঠযোগ্য নয় এখানে সংবাদের বিস্তারিত ছোট অক্ষরে ছাপা হয়েছে যা পড়া যাচ্ছে না। লেখা ঝাপসা পাঠযোগ্য নয় এখানে সংবাদের বিস্তারিত ছোট অক্ষরে ছাপা হয়েছে যা পড়া যাচ্ছে না। লেখা ঝাপসা পাঠযোগ্য নয় এখানে সংবাদের বিস্তারিত ছোট অক্ষরে ছাপা হয়েছে যা পড়া যাচ্ছে না। লেখা ঝাপসা পাঠযোগ্য নয় এখানে সংবাদের বিস্তারিত ছোট অক্ষরে ছাপা হয়েছে যা পড়া যাচ্ছে না। লেখা ঝাপসা পাঠযোগ্য নয় এখানে সংবাদের বিস্তারিত ছোট অক্ষরে ছাপা হয়েছে যা পড়া যাচ্ছে না। লেখা ঝাপসা পাঠযোগ্য নয় এখানে সংবাদের বিস্তারিত ছোট অক্ষরে ছাপা হয়েছে যা পড়া যাচ্ছে না। লেখা ঝাপসা পাঠযোগ্য নয় এখানে সংবাদের বিস্তারিত ছোট অক্ষরে ছাপা হয়েছে যা পড়া যাচ্ছে না। লেখা ঝাপসা পাঠযোগ্য নয় এখানে সংবাদের বিস্তারিত ছোট অক্ষরে ছাপা হয়েছে যা পড়া যাচ্ছে না। লেখা ঝাপসা পাঠযোগ্য [138,317,258,452]
story-headline[interactable]: স্বাধীন সংবাদে [173,304,223,314]
story-headline[interactable]: বঙ্গবন্ধুর ছবি ভাঙচুর [161,462,235,473]
story-headline[interactable]: শিল্পবিপ্লব আলোচনায় সেন [279,694,375,705]
column-3 [263,300,391,978]
news-story[interactable] [10,52,132,272]
news-story[interactable] [10,644,132,978]
story-headline[interactable]: ছয় কন্ডোমেশনের চিঠি [287,510,367,521]
column-divider [394,52,395,978]
story-body: লেখা ঝাপসা পাঠযোগ্য নয় এখানে সংবাদের বিস্তারিত ছোট অক্ষরে ছাপা হয়েছে যা পড়া যাচ্ছে না। লেখা ঝাপসা পাঠযোগ্য নয় এখানে সংবাদের বিস্তারিত ছোট অক্ষরে ছাপা হয়েছে যা পড়া যাচ্ছে না। লেখা ঝাপসা পাঠযোগ্য নয় এখানে সংবাদের বিস্তারিত ছোট অক্ষরে ছাপা হয়েছে যা পড়া যাচ্ছে না। লেখা ঝাপসা পাঠযোগ্য নয় এখানে সংবাদের বিস্তারিত ছোট অক্ষরে ছাপা হয়েছে যা পড়া যাচ্ছে না। লেখা ঝাপসা পাঠযোগ্য নয় এখানে সংবাদের বিস্তারিত ছোট অক্ষরে ছাপা হয়েছে যা পড়া যাচ্ছে না। লেখা ঝাপসা পাঠযোগ্য নয় এখানে সংবাদের বিস্তারিত ছোট অক্ষরে ছাপা হয়েছে যা পড়া যাচ্ছে না। লেখা ঝাপসা পাঠযোগ্য নয় এখানে সংবাদের বিস্তারিত ছোট অক্ষরে ছাপা হয়েছে যা পড়া যাচ্ছে না। লেখা ঝাপসা পাঠযোগ্য নয় এখানে সংবাদের বিস্তারিত ছোট অক্ষরে ছাপা হয়েছে যা পড়া যাচ্ছে না। লেখা ঝাপসা পাঠযোগ্য নয় এখানে সংবাদের বিস্তারিত ছোট অক্ষরে ছাপা হয়েছে যা পড়া যাচ্ছে না। লেখা ঝাপসা পাঠযোগ্য নয় এখানে সংবাদের বিস্তারিত ছোট অক্ষরে ছাপা হয়েছে যা পড়া যাচ্ছে না। লেখা ঝাপসা পাঠযোগ্য নয় এখানে সংবাদের বিস্তারিত ছোট অক্ষরে ছাপা হয়েছে যা পড়া যাচ্ছে না। লেখা ঝাপসা পাঠযোগ্য নয় এখানে সংবাদের বিস্তারিত ছোট অক্ষরে ছাপা হয়েছে যা পড়া যাচ্ছে না। লেখা ঝাপসা পাঠযোগ্য নয় এখানে সংবাদের বিস্তারিত ছোট অক্ষরে ছাপা হয়েছে যা পড়া যাচ্ছে না। লেখা ঝাপসা পাঠযোগ্য নয় এখানে [397,796,495,969]
news-story[interactable] [501,720,641,978]
news-story[interactable] [501,541,641,708]
column-1 [10,52,132,978]
story-headline[interactable]: সন্ত্রাসী হামলায় সাংবাদিক [25,643,117,654]
news-story[interactable] [397,643,495,772]
news-story[interactable] [263,52,391,240]
story-divider [138,655,258,656]
story-headline[interactable]: ডেঙ্গুতে একজনের মৃত্যু [400,643,492,654]
story-divider [397,778,495,779]
story-headline[interactable]: এমবিবিএস ডাক্তার [292,52,362,62]
wide-headline-block[interactable] [263,244,495,280]
story-body: লেখা ঝাপসা পাঠযোগ্য নয় এখানে সংবাদের বিস্তারিত ছোট অক্ষরে ছাপা হয়েছে যা পড়া যাচ্ছে না। লেখা ঝাপসা পাঠযোগ্য নয় এখানে সংবাদের বিস্তারিত ছোট অক্ষরে ছাপা হয়েছে যা পড়া যাচ্ছে না। লেখা ঝাপসা পাঠযোগ্য নয় এখানে সংবাদের বিস্তারিত ছোট অক্ষরে ছাপা হয়েছে যা পড়া যাচ্ছে না। লেখা ঝাপসা পাঠযোগ্য নয় এখানে সংবাদের বিস্তারিত ছোট অক্ষরে ছাপা হয়েছে যা পড়া যাচ্ছে না। লেখা ঝাপসা পাঠযোগ্য নয় এখানে সংবাদের বিস্তারিত ছোট অক্ষরে ছাপা হয়েছে যা পড়া যাচ্ছে না। লেখা ঝাপসা পাঠযোগ্য নয় এখানে সংবাদের বিস্তারিত ছোট অক্ষরে ছাপা হয়েছে যা পড়া যাচ্ছে না। লেখা ঝাপসা পাঠযোগ্য নয় এখানে সংবাদের বিস্তারিত ছোট অক্ষরে ছাপা হয়েছে যা পড়া যাচ্ছে না। লেখা ঝাপসা পাঠযোগ্য নয় এখানে সংবাদের বিস্তারিত ছোট অক্ষরে ছাপা হয়েছে যা পড়া যাচ্ছে না। লেখা ঝাপসা পাঠযোগ্য নয় এখানে সংবাদের বিস্তারিত ছোট অক্ষরে ছাপা হয়েছে যা পড়া যাচ্ছে না। লেখা ঝাপসা পাঠযোগ্য নয় এখানে সংবাদের বিস্তারিত ছোট অক্ষরে ছাপা হয়েছে যা পড়া যাচ্ছে না। লেখা ঝাপসা পাঠযোগ্য নয় এখানে সংবাদের বিস্তারিত ছোট অক্ষরে ছাপা হয়েছে যা পড়া যাচ্ছে না। লেখা ঝাপসা পাঠযোগ্য নয় এখানে সংবাদের বিস্তারিত ছোট অক্ষরে ছাপা হয়েছে যা পড়া যাচ্ছে না। লেখা ঝাপসা পাঠযোগ্য নয় এখানে সংবাদের বিস্তারিত ছোট অক্ষরে ছাপা হয়েছে যা পড়া যাচ্ছে না। লেখা ঝাপসা পাঠযোগ্য নয় এখানে সংবাদের বিস্তারিত ছোট অক্ষরে ছাপা হয়েছে যা পড়া যাচ্ছে না। লেখা ঝাপসা পাঠযোগ্য নয় এখানে সংবাদের বিস্তারিত ছোট অক্ষরে ছাপা হয়েছে যা পড়া যাচ্ছে না। লেখা ঝাপসা পাঠযোগ্য নয় এখানে সংবাদের বিস্তারিত ছোট অক্ষরে ছাপা হয়েছে যা পড়া যাচ্ছে না। লেখা ঝাপসা পাঠযোগ্য নয় এখানে সংবাদের বিস্তারিত ছোট অক্ষরে ছাপা হয়েছে যা পড়া যাচ্ছে না। লেখা ঝাপসা পাঠযোগ্য নয় এখানে সংবাদের বিস্তারিত ছোট অক্ষরে ছাপা হয়েছে যা পড়া যাচ্ছে না। লেখা ঝাপসা পাঠযোগ্য নয় এখানে সংবাদের বিস্তারিত ছোট অক্ষরে ছাপা হয়েছে যা পড়া য [10,66,132,272]
story-byline: নিজস্ব প্রতিবেদক [138,78,172,84]
person-photo[interactable] [448,52,492,102]
story-body: লেখা ঝাপসা পাঠযোগ্য নয় এখানে সংবাদের বিস্তারিত ছোট অক্ষরে ছাপা হয়েছে যা পড়া যাচ্ছে না। লেখা ঝাপসা পাঠযোগ্য নয় এখানে সংবাদের বিস্তারিত ছোট অক্ষরে ছাপা হয়েছে যা পড়া যাচ্ছে না। লেখা ঝাপসা পাঠযোগ্য নয় এখানে সংবাদের বিস্তারিত ছোট অক্ষরে ছাপা হয়েছে যা পড়া যাচ্ছে না। লেখা ঝাপসা পাঠযোগ্য নয় এখানে সংবাদের বিস্তারিত ছোট অক্ষরে ছাপা হয়েছে যা পড়া যাচ্ছে না। লেখা ঝাপসা পাঠযোগ্য নয় এখানে সংবাদের বিস্তারিত ছোট অক্ষরে ছাপা হয়েছে যা পড়া যাচ্ছে না। লেখা ঝাপসা পাঠযোগ্য নয় এখানে সংবাদের বিস্তারিত ছোট অক্ষরে ছাপা হয়েছে যা পড়া যাচ্ছে না। লেখা ঝাপসা পাঠযোগ্য নয় এখানে সংবাদের বিস্তারিত ছোট অক্ষরে ছাপা হয়েছে যা পড়া যাচ্ছে না। লেখা ঝাপসা পাঠযোগ্য নয় এখানে সংবাদের বিস্তারিত ছোট অক্ষরে ছাপা হয়েছে যা পড়া যাচ্ছে না। লেখা ঝাপসা পাঠযোগ্য নয় এখানে সংবাদের বিস্তারিত ছোট অক্ষরে ছাপা হয়েছে যা পড়া য [397,656,495,772]
story-headline[interactable]: চার্জার ফ্যান বিস্ফোরণে আরেকজনের মৃত্যু [151,52,245,75]
story-body: লেখা ঝাপসা পাঠযোগ্য নয় এখানে সংবাদের বিস্তারিত ছোট অক্ষরে ছাপা হয়েছে যা পড়া যাচ্ছে না। লেখা ঝাপসা পাঠযোগ্য নয় এখানে সংবাদের বিস্তারিত ছোট অক্ষরে ছাপা হয়েছে যা পড়া যাচ্ছে না। লেখা ঝাপসা পাঠযোগ্য নয় এখানে সংবাদের বিস্তারিত ছোট অক্ষরে ছাপা হয়েছে যা পড়া যাচ্ছে না। লেখা ঝাপসা পাঠযোগ্য নয় এখানে সংবাদের বিস্তারিত ছোট অক্ষরে ছাপা হয়েছে যা পড়া যাচ্ছে না। লেখা ঝাপসা পাঠযোগ্য নয় এখানে সংবাদের বিস্তারিত ছোট অক্ষরে ছাপা হয়েছে যা পড়া যাচ্ছে না। লেখা ঝাপসা পাঠযোগ্য নয় এখানে সংবাদের বিস্তারিত ছোট অক্ষরে ছাপা হয়েছে যা পড়া যাচ্ছে না। লেখা ঝাপসা পাঠযোগ্য নয় এখানে সংবাদের বিস্তারিত ছোট অক্ষরে ছাপা হয়েছে যা পড়া যাচ্ছে না। লেখা ঝাপসা পাঠযোগ্য নয় এখানে সংবাদের বিস্তারিত ছোট অক্ষরে ছাপা হয়েছে যা পড়া যাচ্ছে না। লেখা ঝাপসা পাঠযোগ্য নয় এখানে সংবাদের বিস্তারিত ছোট অক্ষরে ছাপা হয়েছে যা পড়া যাচ্ছে না। লেখা ঝাপসা পাঠযোগ্য নয় এখানে সংবাদের বিস্তারিত ছোট অক্ষরে ছাপা হয়েছে যা পড়া যাচ্ছে না। লেখা ঝাপসা পাঠযোগ্য নয় এখানে সংবাদের বিস্তারিত ছোট অক্ষরে ছাপা হয়েছে যা পড়া যাচ্ছে না। লেখা ঝাপসা পাঠযোগ্য নয় এখানে সংবাদের বিস্তারিত ছোট অক্ষরে ছাপা হয়েছে যা পড়া যাচ্ছে না। লেখা ঝাপসা পাঠযোগ্য নয় এখানে সংবাদের বিস্তারিত ছোট অক্ষরে ছাপা হয়েছে যা পড়া যাচ্ছে না। লেখা ঝাপসা পাঠযোগ্য নয় এখানে সংবাদের বিস্তারিত ছোট অক্ষরে ছাপা হয়েছে যা পড়া যাচ্ছে না। লেখা ঝাপসা পাঠযোগ্য নয় এখানে সংবাদের বিস্তারিত ছোট অক্ষরে ছাপা হয়েছে যা পড়া যাচ্ছে না। লেখা ঝাপসা পাঠযোগ্য নয় এখানে সংবাদের বিস্তারিত ছোট অক্ষরে ছাপা হয়েছে যা পড়া যাচ্ছে না। লেখা ঝাপসা পাঠযোগ্য নয় এখানে সংবাদের বিস্তারিত ছোট অক্ষরে ছাপা হয়েছে যা পড়া যাচ্ছে না। লেখা ঝাপসা পাঠযোগ্য নয় এখানে সংবাদের বিস্তারিত ছোট অক্ষরে ছাপা হয়েছে যা পড়া যাচ্ছে না। লেখা ঝাপসা পাঠযোগ্য নয় এখানে সংবাদের বিস্তারিত ছোট অক্ষরে ছাপা হয়েছে যা পড়া যাচ্ছে না। লেখা ঝাপসা পাঠযোগ্য নয় এখানে সংবাদের বিস্তারিত ছোট অক্ষরে ছাপা হয়েছে যা পড়া যাচ্ছে না। লেখা ঝাপসা পাঠযোগ্য নয় এখানে সংবাদের বিস্তারিত ছোট অক্ষরে ছাপা হয়েছে যা পড়া যাচ্ছে না। লেখা ঝাপসা পাঠযোগ্য নয় এখানে সংবাদের বিস্তারিত ছোট অক্ষরে ছাপা হয়েছে যা পড়া যাচ্ছে না। লেখা ঝাপসা পাঠযোগ্য নয় এখানে সংবাদের বিস্তারিত ছোট অক্ষরে ছাপা হয়েছে যা পড়া যাচ্ছে না। লেখা ঝাপসা পাঠযোগ্য নয় এখানে সংবাদের বিস্তারিত ছোট অক্ষরে ছাপা হয়েছে যা পড়া যাচ্ছে না। লেখা ঝাপসা পাঠযোগ্য নয় এখানে সংবাদের বিস্তারিত ছোট অক্ষরে ছাপা হয়েছে যা পড়া যাচ্ছে না। লেখা ঝাপসা পাঠযোগ্য নয় এখানে সংবাদের বিস্তারিত ছোট অক্ষরে ছাপা হয়েছে যা পড়া যাচ্ছে না। লেখা ঝাপসা পাঠযোগ্য নয় এখানে সংবাদের বিস্তারিত ছোট অক্ষরে ছাপা হয়েছে যা পড়া যাচ্ছে না। লেখা ঝাপসা পাঠযোগ্য নয় এখানে সংবাদের বিস্তারিত ছোট অক্ষরে ছাপা হয়েছে যা পড়া যাচ্ছে না। লেখা ঝাপসা পাঠযোগ্য নয় এখানে সংবাদের বিস্তারিত ছোট অক্ষরে ছাপা হয়েছে যা পড়া যাচ্ছে না। লেখা ঝাপসা পাঠযোগ্য নয় এখানে সংবাদের বিস্তারিত ছোট অক্ষরে ছাপা হয়েছে যা পড়া যাচ্ছে না। লেখা ঝাপসা পাঠযোগ্য নয় এখানে সংবাদের বিস্তারিত ছোট অক্ষরে ছাপা হয়েছে যা পড়া যাচ্ছে না। লেখা ঝাপসা পাঠযোগ্য নয় এখানে সংবাদের বিস্তারিত ছোট অক্ষরে ছাপা হয়েছে যা পড়া যাচ্ছে না। লেখা ঝাপসা পাঠযোগ্য [10,292,132,638]
news-story[interactable] [10,278,132,638]
story-headline[interactable]: জয়ের প্রত্যাশিত [541,172,601,183]
